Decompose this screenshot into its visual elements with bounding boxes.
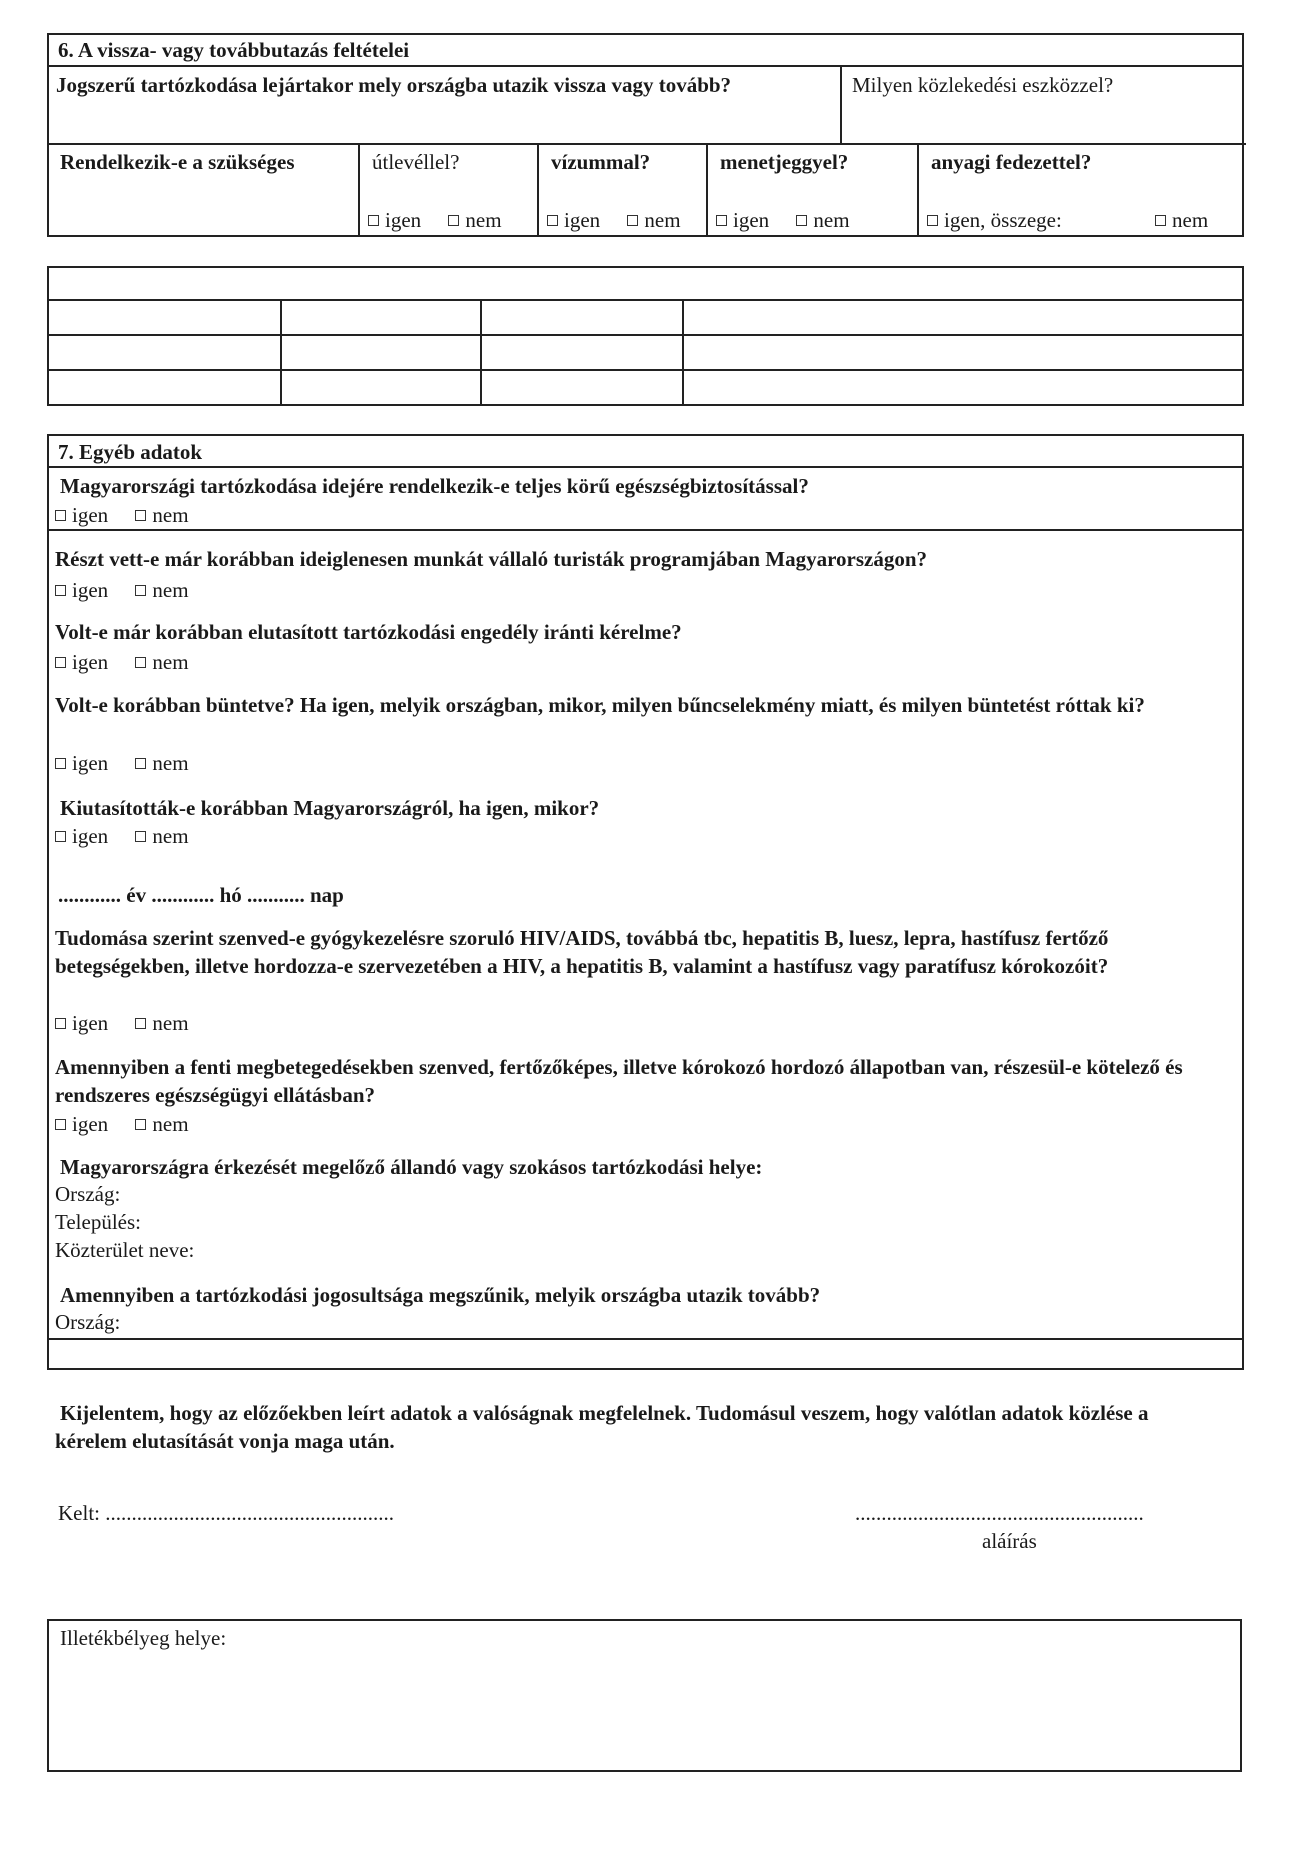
checkbox-icon[interactable] bbox=[55, 657, 66, 668]
rejected-question: Volt-e már korábban elutasított tartózkodási engedély iránti kérelme? bbox=[55, 620, 682, 644]
divider bbox=[1242, 143, 1244, 235]
program-question: Részt vett-e már korábban ideiglenesen munkát vállaló turisták programjában Magyarországon? bbox=[55, 547, 928, 571]
table-row bbox=[47, 299, 1244, 301]
expelled-question: Kiutasították-e korábban Magyarországról, ha igen, mikor? bbox=[60, 796, 600, 820]
table-row bbox=[47, 334, 1244, 336]
expelled-options bbox=[55, 823, 211, 849]
ticket-label: menetjeggyel? bbox=[720, 150, 849, 174]
table-column bbox=[682, 299, 684, 405]
rejected-options bbox=[55, 649, 211, 675]
visa-no-option[interactable]: nem bbox=[627, 207, 680, 233]
visa-yes-option[interactable]: igen bbox=[547, 207, 600, 233]
divider bbox=[358, 143, 360, 235]
checkbox-icon[interactable] bbox=[135, 585, 146, 596]
checkbox-icon[interactable] bbox=[55, 510, 66, 521]
expulsion-date-field[interactable]: ............ év ............ hó ........... nap bbox=[58, 883, 344, 907]
table-row bbox=[47, 369, 1244, 371]
divider bbox=[47, 529, 1244, 531]
expelled-no-option[interactable]: nem bbox=[135, 823, 188, 849]
section7-title: 7. Egyéb adatok bbox=[58, 440, 203, 464]
divider bbox=[47, 466, 1244, 468]
checkbox-icon[interactable] bbox=[135, 1119, 146, 1130]
passport-no-option[interactable]: nem bbox=[448, 207, 501, 233]
table-column bbox=[480, 299, 482, 405]
funds-yes-option[interactable]: igen, összege: bbox=[927, 207, 1062, 233]
funds-label: anyagi fedezettel? bbox=[931, 150, 1092, 174]
insurance-yes-option[interactable]: igen bbox=[55, 502, 108, 528]
signature-field[interactable]: ....................................................... bbox=[855, 1501, 1144, 1525]
disease-question: Tudomása szerint szenved-e gyógykezelésre szoruló HIV/AIDS, továbbá tbc, hepatitis B, luesz, lepra, hastífusz fertőző betegségekben, illetve hordozza-e szervezetében a HIV, a hepatitis B, valamint a hastífusz vagy paratífusz kórokozóit? bbox=[55, 926, 1109, 978]
residence-question: Magyarországra érkezését megelőző állandó vagy szokásos tartózkodási helye: bbox=[60, 1155, 763, 1179]
expelled-yes-option[interactable]: igen bbox=[55, 823, 108, 849]
ticket-options bbox=[716, 207, 850, 233]
blank-table bbox=[47, 266, 1244, 406]
punished-question: Volt-e korábban büntetve? Ha igen, melyik országban, mikor, milyen bűncselekmény miatt, és milyen büntetést róttak ki? bbox=[55, 693, 1145, 717]
program-options bbox=[55, 577, 211, 603]
disease-no-option[interactable]: nem bbox=[135, 1010, 188, 1036]
visa-label: vízummal? bbox=[551, 150, 651, 174]
residence-country-field[interactable]: Ország: bbox=[55, 1182, 121, 1206]
passport-options bbox=[368, 207, 524, 233]
checkbox-icon[interactable] bbox=[55, 758, 66, 769]
checkbox-icon[interactable] bbox=[927, 215, 938, 226]
checkbox-icon[interactable] bbox=[135, 1018, 146, 1029]
program-yes-option[interactable]: igen bbox=[55, 577, 108, 603]
insurance-no-option[interactable]: nem bbox=[135, 502, 188, 528]
funds-no-option[interactable]: nem bbox=[1155, 207, 1208, 233]
vehicle-question: Milyen közlekedési eszközzel? bbox=[852, 73, 1114, 97]
divider bbox=[47, 1338, 1244, 1340]
care-yes-option[interactable]: igen bbox=[55, 1111, 108, 1137]
checkbox-icon[interactable] bbox=[1155, 215, 1166, 226]
checkbox-icon[interactable] bbox=[135, 831, 146, 842]
checkbox-icon[interactable] bbox=[135, 510, 146, 521]
checkbox-icon[interactable] bbox=[55, 1119, 66, 1130]
punished-no-option[interactable]: nem bbox=[135, 750, 188, 776]
checkbox-icon[interactable] bbox=[547, 215, 558, 226]
punished-options bbox=[55, 750, 211, 776]
rejected-no-option[interactable]: nem bbox=[135, 649, 188, 675]
ticket-no-option[interactable]: nem bbox=[796, 207, 849, 233]
visa-options bbox=[547, 207, 681, 233]
checkbox-icon[interactable] bbox=[135, 657, 146, 668]
divider bbox=[840, 65, 842, 144]
divider bbox=[537, 143, 539, 235]
ticket-yes-option[interactable]: igen bbox=[716, 207, 769, 233]
checkbox-icon[interactable] bbox=[55, 1018, 66, 1029]
passport-yes-option[interactable]: igen bbox=[368, 207, 421, 233]
rejected-yes-option[interactable]: igen bbox=[55, 649, 108, 675]
divider bbox=[47, 65, 1244, 67]
return-country-question: Jogszerű tartózkodása lejártakor mely országba utazik vissza vagy tovább? bbox=[56, 73, 732, 97]
program-no-option[interactable]: nem bbox=[135, 577, 188, 603]
checkbox-icon[interactable] bbox=[627, 215, 638, 226]
divider bbox=[917, 143, 919, 235]
checkbox-icon[interactable] bbox=[368, 215, 379, 226]
checkbox-icon[interactable] bbox=[448, 215, 459, 226]
care-question: Amennyiben a fenti megbetegedésekben szenved, fertőzőképes, illetve kórokozó hordozó állapotban van, részesül-e kötelező és rendszeres egészségügyi ellátásban? bbox=[55, 1055, 1183, 1107]
onward-question: Amennyiben a tartózkodási jogosultsága megszűnik, melyik országba utazik tovább? bbox=[60, 1283, 821, 1307]
onward-country-field[interactable]: Ország: bbox=[55, 1310, 121, 1334]
passport-label: útlevéllel? bbox=[372, 150, 460, 174]
signature-label: aláírás bbox=[982, 1529, 1037, 1553]
date-field[interactable]: Kelt: ....................................................... bbox=[58, 1501, 394, 1525]
care-options bbox=[55, 1111, 211, 1137]
table-column bbox=[280, 299, 282, 405]
checkbox-icon[interactable] bbox=[796, 215, 807, 226]
disease-yes-option[interactable]: igen bbox=[55, 1010, 108, 1036]
checkbox-icon[interactable] bbox=[55, 585, 66, 596]
residence-street-field[interactable]: Közterület neve: bbox=[55, 1238, 195, 1262]
disease-options bbox=[55, 1010, 211, 1036]
checkbox-icon[interactable] bbox=[135, 758, 146, 769]
declaration-text: Kijelentem, hogy az előzőekben leírt adatok a valóságnak megfelelnek. Tudomásul veszem, hogy valótlan adatok közlése a kérelem elutasítását vonja maga után. bbox=[55, 1401, 1149, 1453]
stamp-box bbox=[47, 1619, 1242, 1772]
divider bbox=[47, 143, 1246, 145]
checkbox-icon[interactable] bbox=[55, 831, 66, 842]
divider bbox=[706, 143, 708, 235]
residence-town-field[interactable]: Település: bbox=[55, 1210, 141, 1234]
punished-yes-option[interactable]: igen bbox=[55, 750, 108, 776]
insurance-options bbox=[55, 502, 211, 528]
stamp-label: Illetékbélyeg helye: bbox=[60, 1626, 227, 1650]
insurance-question: Magyarországi tartózkodása idejére rendelkezik-e teljes körű egészségbiztosítással? bbox=[60, 474, 809, 498]
requirements-label: Rendelkezik-e a szükséges bbox=[60, 150, 295, 174]
checkbox-icon[interactable] bbox=[716, 215, 727, 226]
section6-title: 6. A vissza- vagy továbbutazás feltételei bbox=[58, 38, 410, 62]
care-no-option[interactable]: nem bbox=[135, 1111, 188, 1137]
